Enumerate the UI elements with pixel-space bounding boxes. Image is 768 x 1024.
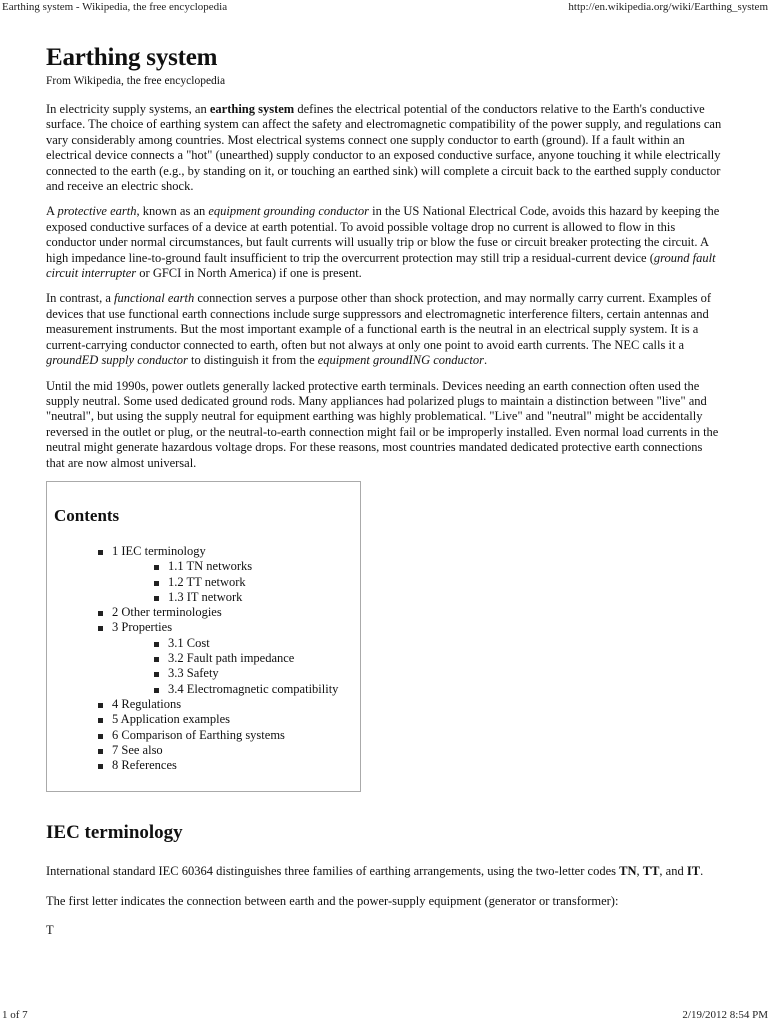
toc-item[interactable] — [54, 712, 360, 727]
toc-title: Contents — [54, 505, 120, 525]
toc-item-label[interactable]: 3.3 Safety — [168, 666, 219, 681]
intro-paragraph-3 — [46, 291, 722, 368]
toc-item[interactable] — [54, 636, 360, 651]
toc-item-label[interactable]: 5 Application examples — [112, 712, 231, 727]
toc-item[interactable] — [54, 620, 360, 635]
toc-item-label[interactable]: 8 References — [112, 758, 177, 773]
p1-bold-term: earthing system — [209, 102, 295, 116]
p3-italic-term-3: equipment groundING conductor — [317, 353, 484, 368]
p1-text-c: defines the electrical potential of the conductors relative to the Earth's conductive surface. The choice of earthing system can affect the safety and electromagnetic compatibility of the power supply, and regulations can vary considerably among countries. Most electrical systems connect one supply conductor to earth (ground). If a fault within an electrical device connects a "hot" (unearthed) supply conductor to an exposed conductive surface, anyone touching it while electrically connected to the earth (e.g., by standing on it, or touching an earthed sink) will complete a circuit back to the earthed supply conductor and receive an electric shock. — [46, 102, 722, 194]
page-count: 1 of 7 — [2, 1009, 28, 1021]
bullet-icon — [98, 718, 103, 723]
toc-item[interactable] — [54, 666, 360, 681]
toc-item[interactable] — [54, 575, 360, 590]
section1-paragraph-1 — [46, 864, 722, 879]
toc-item[interactable] — [54, 728, 360, 743]
p3-italic-term-2: groundED supply conductor — [46, 353, 188, 368]
toc-item[interactable] — [54, 605, 360, 620]
bullet-icon — [154, 642, 159, 647]
table-of-contents — [46, 481, 361, 792]
article-content — [46, 42, 722, 949]
s1p1-text-e: , and — [659, 864, 687, 879]
bullet-icon — [98, 611, 103, 616]
toc-item-label[interactable]: 3.1 Cost — [168, 635, 210, 650]
toc-item-label[interactable]: 3 Properties — [112, 620, 173, 635]
bullet-icon — [98, 550, 103, 555]
code-tt: TT — [642, 864, 660, 879]
toc-item-label[interactable]: 1 IEC terminology — [112, 543, 206, 558]
toc-item-label[interactable]: 4 Regulations — [112, 696, 182, 711]
toc-item-label[interactable]: 3.4 Electromagnetic compatibility — [168, 681, 339, 696]
p2-text-g: or GFCI in North America) if one is present. — [136, 266, 362, 281]
p2-text-c: , known as an — [136, 204, 209, 219]
bullet-icon — [154, 565, 159, 570]
s1p1-text-a: International standard IEC 60364 distinguishes three families of earthing arrangements, using the two-letter codes — [46, 864, 620, 879]
p2-text-e: in the US National Electrical Code, avoids this hazard by keeping the exposed conductive surfaces of a device at earth potential. To avoid possible voltage drop no current is allowed to flow in this conductor under normal circumstances, but fault currents will usually trip or blow the fuse or circuit breaker protecting the circuit. A high impedance line-to-ground fault insufficient to trip the overcurrent protection may still trip a residual-current device ( — [46, 204, 720, 265]
p2-italic-term-3: ground fault circuit interrupter — [46, 250, 716, 281]
p3-text-c: connection serves a purpose other than shock protection, and may normally carry current. Examples of devices that use functional earth connections include surge suppressors and electromagnetic interference filters, certain antennas and measurement instruments. But the most important example of a functional earth is the neutral in an electrical supply system. It is a current-carrying conductor connected to earth, often but not always at only one point to avoid earth currents. The NEC calls it a — [46, 291, 712, 352]
section1-paragraph-3: T — [46, 923, 54, 938]
toc-item-label[interactable]: 6 Comparison of Earthing systems — [112, 727, 285, 742]
bullet-icon — [154, 596, 159, 601]
p3-text-a: In contrast, a — [46, 291, 115, 306]
print-header — [0, 0, 768, 14]
bullet-icon — [154, 581, 159, 586]
p2-italic-term-2: equipment grounding conductor — [208, 204, 370, 219]
article-title: Earthing system — [46, 44, 218, 71]
toc-item[interactable] — [54, 682, 360, 697]
s1p1-text-g: . — [700, 864, 704, 879]
bullet-icon — [98, 703, 103, 708]
code-it: IT — [686, 864, 701, 879]
toc-item-label[interactable]: 1.1 TN networks — [168, 559, 253, 574]
p3-italic-term-1: functional earth — [114, 291, 195, 306]
toc-item-label[interactable]: 1.2 TT network — [168, 574, 246, 589]
print-footer — [0, 1008, 768, 1022]
intro-paragraph-2 — [46, 204, 722, 281]
p1-text-a: In electricity supply systems, an — [46, 102, 210, 116]
toc-item-label[interactable]: 3.2 Fault path impedance — [168, 651, 295, 666]
toc-item[interactable] — [54, 559, 360, 574]
p2-italic-term-1: protective earth — [57, 204, 137, 219]
bullet-icon — [98, 749, 103, 754]
bullet-icon — [154, 688, 159, 693]
toc-item-label[interactable]: 7 See also — [112, 742, 163, 757]
intro-paragraph-4: Until the mid 1990s, power outlets generally lacked protective earth terminals. Devices needing an earth connection often used the supply neutral. Some used dedicated ground rods. Many appliances had polarized plugs to maintain a distinction between "live" and "neutral", but using the supply neutral for equipment earthing was highly problematical. "Live" and "neutral" might be accidentally reversed in the outlet or plug, or the neutral-to-earth connection might fail or be improperly installed. Even normal load currents in the neutral might generate hazardous voltage drops. For these reasons, most countries mandated dedicated protective earth connections that are now almost universal. — [46, 378, 719, 470]
toc-item[interactable] — [54, 758, 360, 773]
p3-text-e: to distinguish it from the — [187, 353, 318, 368]
toc-item[interactable] — [54, 743, 360, 758]
article-subtitle: From Wikipedia, the free encyclopedia — [46, 75, 226, 87]
toc-item[interactable] — [54, 651, 360, 666]
intro-paragraph-1 — [46, 102, 722, 194]
p3-text-g: . — [483, 353, 488, 368]
toc-list — [54, 544, 360, 773]
toc-item-label[interactable]: 1.3 IT network — [168, 589, 243, 604]
bullet-icon — [154, 657, 159, 662]
toc-item[interactable] — [54, 697, 360, 712]
toc-item[interactable] — [54, 590, 360, 605]
page-title-header: Earthing system - Wikipedia, the free encyclopedia — [2, 1, 228, 13]
print-timestamp: 2/19/2012 8:54 PM — [682, 1009, 768, 1021]
toc-item-label[interactable]: 2 Other terminologies — [112, 605, 222, 620]
page-url-header[interactable]: http://en.wikipedia.org/wiki/Earthing_system — [568, 1, 768, 13]
bullet-icon — [98, 626, 103, 631]
toc-item[interactable] — [54, 544, 360, 559]
section1-paragraph-2: The first letter indicates the connection between earth and the power-supply equipment (generator or transformer): — [46, 893, 619, 908]
bullet-icon — [98, 764, 103, 769]
p2-text-a: A — [46, 204, 58, 219]
section-heading-iec-terminology: IEC terminology — [46, 822, 183, 844]
code-tn: TN — [619, 864, 637, 879]
bullet-icon — [154, 672, 159, 677]
s1p1-text-c: , — [636, 864, 643, 879]
bullet-icon — [98, 734, 103, 739]
